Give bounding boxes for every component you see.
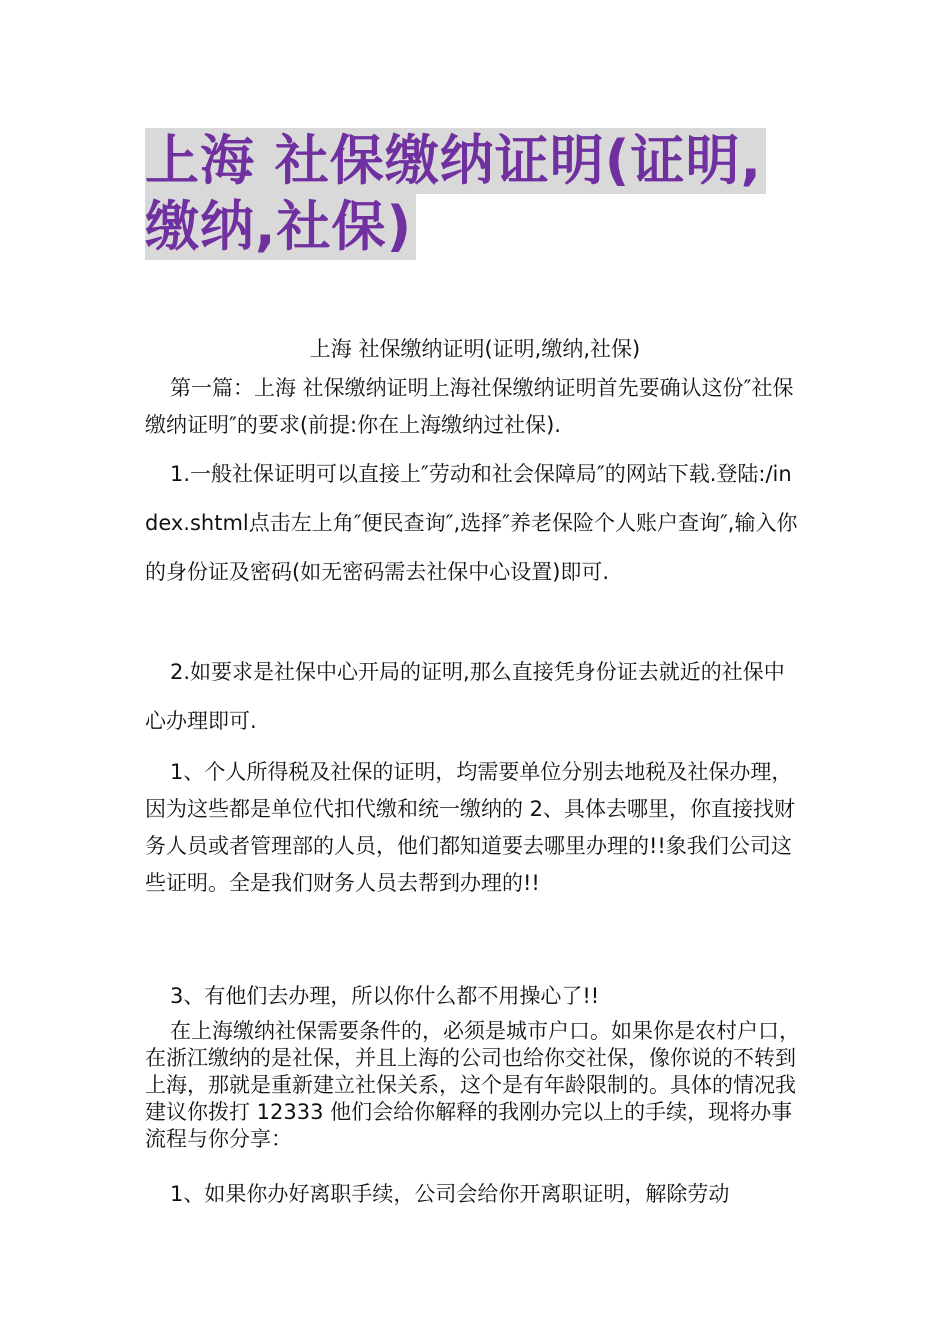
paragraph-item-2: 2.如要求是社保中心开局的证明,那么直接凭身份证去就近的社保中心办理即可. — [145, 660, 785, 733]
document-title — [145, 128, 825, 260]
paragraph-intro: 第一篇：上海 社保缴纳证明上海社保缴纳证明首先要确认这份″社保缴纳证明″的要求(前提:你在上海缴纳过社保). — [145, 376, 794, 437]
paragraph-resignation-step: 1、如果你办好离职手续，公司会给你开离职证明，解除劳动 — [170, 1182, 730, 1206]
paragraph-shanghai-requirements: 在上海缴纳社保需要条件的，必须是城市户口。如果你是农村户口，在浙江缴纳的是社保，并且上海的公司也给你交社保，像你说的不转到上海，那就是重新建立社保关系，这个是有年龄限制的。具体的情况我建议你拨打 12333 他们会给你解释的我刚办完以上的手续，现将办事流程与你分享： — [145, 1019, 800, 1151]
paragraph-item-1: 1.一般社保证明可以直接上″劳动和社会保障局″的网站下载.登陆:/index.shtml点击左上角″便民查询″,选择″养老保险个人账户查询″,输入你的身份证及密码(如无密码需去社保中心设置)即可. — [145, 462, 798, 584]
title-line-1: 上海 社保缴纳证明(证明, — [145, 128, 766, 194]
paragraph-tax-social: 1、个人所得税及社保的证明，均需要单位分别去地税及社保办理，因为这些都是单位代扣代缴和统一缴纳的 2、具体去哪里，你直接找财务人员或者管理部的人员，他们都知道要去哪里办理的!!象我们公司这些证明。全是我们财务人员去帮到办理的!! — [145, 760, 796, 895]
paragraph-item-3: 3、有他们去办理，所以你什么都不用操心了!! — [170, 984, 600, 1008]
title-line-2: 缴纳,社保) — [145, 194, 416, 260]
document-subtitle: 上海 社保缴纳证明(证明,缴纳,社保) — [309, 337, 641, 361]
